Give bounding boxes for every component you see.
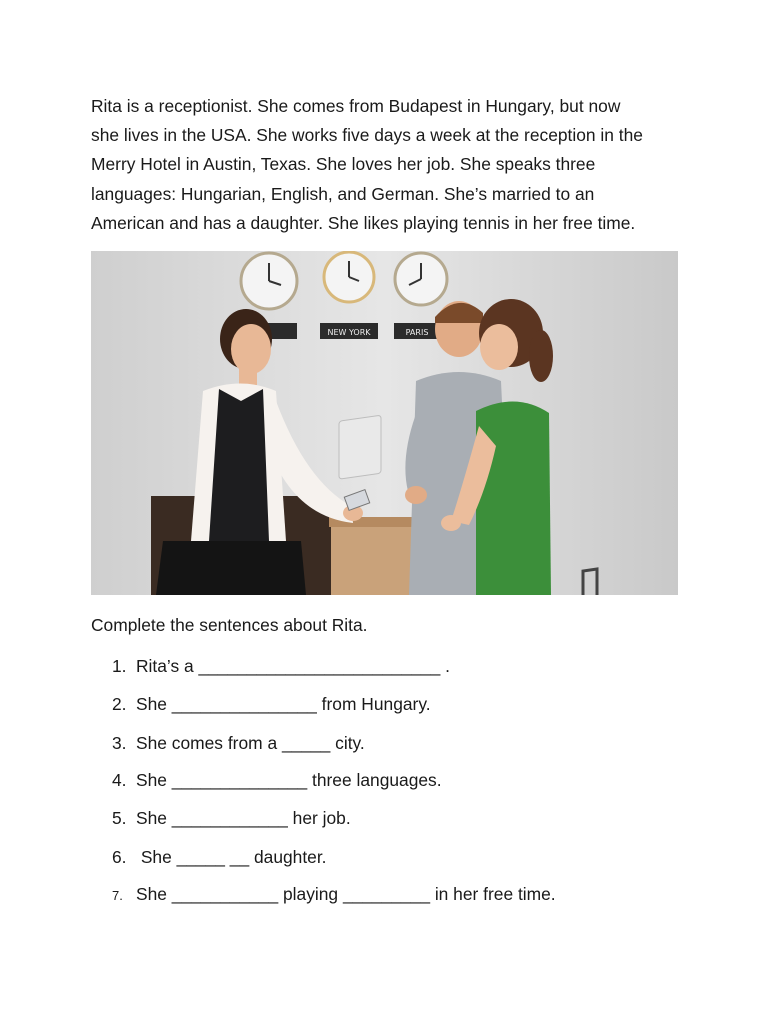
intro-paragraph (91, 92, 691, 238)
monitor (339, 415, 381, 479)
list-item (112, 845, 327, 869)
list-item (112, 806, 351, 830)
reception-illustration (91, 251, 678, 595)
list-item (112, 692, 431, 716)
intro-line: she lives in the USA. She works five days a week at the reception in the (91, 125, 643, 146)
city-label: PARIS (405, 328, 429, 337)
list-item (112, 731, 365, 755)
list-item (112, 882, 556, 908)
item-number: 7. (112, 888, 123, 903)
item-number: 5. (112, 808, 127, 828)
intro-line: Rita is a receptionist. She comes from Budapest in Hungary, but now (91, 96, 621, 116)
item-text: She ______________ three languages. (136, 770, 442, 790)
item-number: 3. (112, 733, 127, 753)
city-plate (394, 323, 440, 339)
item-number: 1. (112, 656, 127, 676)
item-text: She ____________ her job. (136, 808, 351, 828)
item-text: She _______________ from Hungary. (136, 694, 431, 714)
clock-icon (241, 253, 297, 309)
item-number: 2. (112, 694, 127, 714)
city-label: NEW YORK (327, 328, 371, 337)
item-number: 4. (112, 770, 127, 790)
task-instruction: Complete the sentences about Rita. (91, 615, 368, 635)
item-text: She ___________ playing _________ in her free time. (136, 884, 556, 904)
item-number: 6. (112, 847, 127, 867)
intro-line: languages: Hungarian, English, and German. She’s married to an (91, 183, 595, 204)
clock-icon (395, 253, 447, 305)
intro-line: Merry Hotel in Austin, Texas. She loves her job. She speaks three (91, 154, 596, 175)
city-plate (320, 323, 378, 339)
intro-line: American and has a daughter. She likes playing tennis in her free time. (91, 212, 636, 233)
item-text: She _____ __ daughter. (136, 847, 327, 867)
clock-icon (324, 252, 374, 302)
item-text: She comes from a _____ city. (136, 733, 365, 753)
item-text: Rita’s a _________________________ . (136, 656, 450, 676)
reception-photo (91, 251, 678, 595)
list-item (112, 654, 450, 678)
list-item (112, 768, 442, 792)
